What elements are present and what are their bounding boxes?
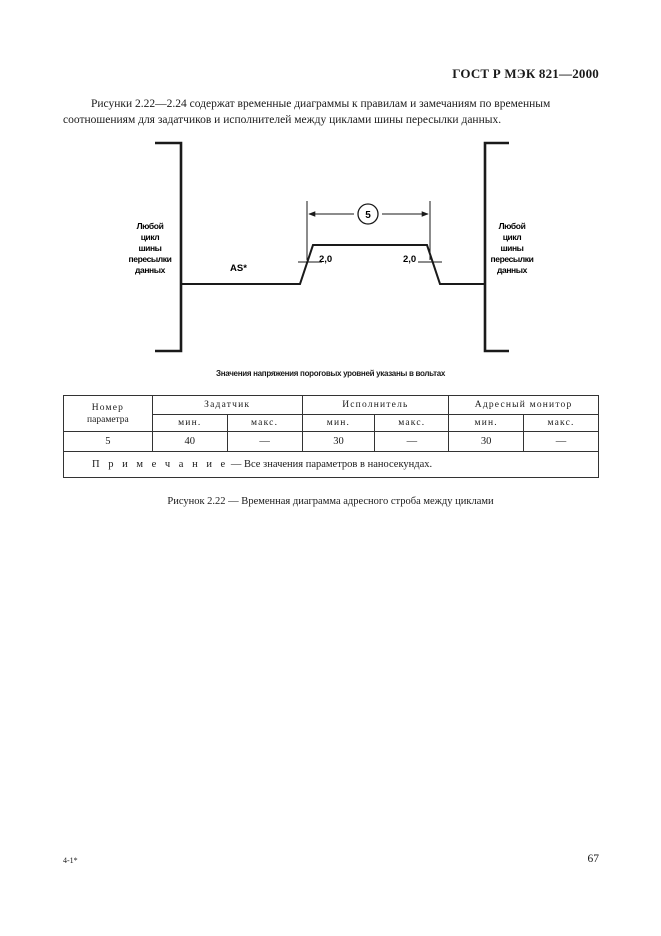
right-label-line: шины — [500, 243, 524, 253]
timing-diagram — [0, 135, 661, 365]
parameters-table — [63, 395, 599, 478]
table-row — [64, 432, 599, 452]
page-number: 67 — [587, 853, 599, 865]
subheader-cell: мин. — [302, 415, 375, 432]
param-header-line: Номер — [91, 402, 125, 413]
table-note — [64, 452, 599, 478]
left-label-line: шины — [138, 243, 162, 253]
table-cell: — — [524, 432, 599, 452]
left-label-line: Любой — [136, 221, 164, 231]
table-cell: 40 — [152, 432, 227, 452]
right-label-line: цикл — [502, 232, 522, 242]
footer-sheet-mark: 4-1* — [63, 856, 78, 865]
edge-label-right: 2,0 — [403, 254, 417, 265]
left-label-line: данных — [135, 265, 165, 275]
voltage-caption: Значения напряжения пороговых уровней указаны в вольтах — [216, 369, 445, 378]
intro-line-1: Рисунки 2.22—2.24 содержат временные диаграммы к правилам и замечаниям по временным — [91, 98, 551, 110]
table-cell: — — [227, 432, 302, 452]
subheader-cell: мин. — [449, 415, 524, 432]
right-bus-cycle-label — [491, 221, 534, 275]
parameter-marker-number: 5 — [365, 210, 371, 221]
table-note-row — [64, 452, 599, 478]
note-label: П р и м е ч а н и е — [92, 459, 229, 470]
left-label-line: цикл — [140, 232, 160, 242]
param-header-line: параметра — [87, 414, 129, 425]
figure-caption: Рисунок 2.22 — Временная диаграмма адресного строба между циклами — [167, 496, 494, 507]
table-header-row — [64, 396, 599, 415]
table-cell: 30 — [449, 432, 524, 452]
table-cell: 5 — [64, 432, 153, 452]
left-bus-cycle-label — [129, 221, 172, 275]
subheader-cell: мин. — [152, 415, 227, 432]
intro-line-2: соотношениям для задатчиков и исполнителей между циклами шины пересылки данных. — [63, 114, 502, 126]
subheader-cell: макс. — [227, 415, 302, 432]
table-cell: 30 — [302, 432, 375, 452]
param-number-header — [64, 396, 153, 432]
subheader-cell: макс. — [375, 415, 449, 432]
group-header-master: Задатчик — [152, 396, 302, 415]
left-label-line: пересылки — [128, 254, 172, 264]
document-code: ГОСТ Р МЭК 821—2000 — [452, 66, 599, 81]
group-header-monitor: Адресный монитор — [449, 396, 599, 415]
right-label-line: данных — [497, 265, 527, 275]
group-header-slave: Исполнитель — [302, 396, 449, 415]
subheader-cell: макс. — [524, 415, 599, 432]
table-cell: — — [375, 432, 449, 452]
note-text: — Все значения параметров в наносекундах. — [228, 459, 433, 470]
edge-label-left: 2,0 — [319, 254, 333, 265]
right-label-line: Любой — [498, 221, 526, 231]
intro-paragraph — [63, 96, 600, 128]
right-label-line: пересылки — [490, 254, 534, 264]
as-signal-waveform — [181, 245, 485, 284]
signal-label: AS* — [230, 263, 247, 274]
